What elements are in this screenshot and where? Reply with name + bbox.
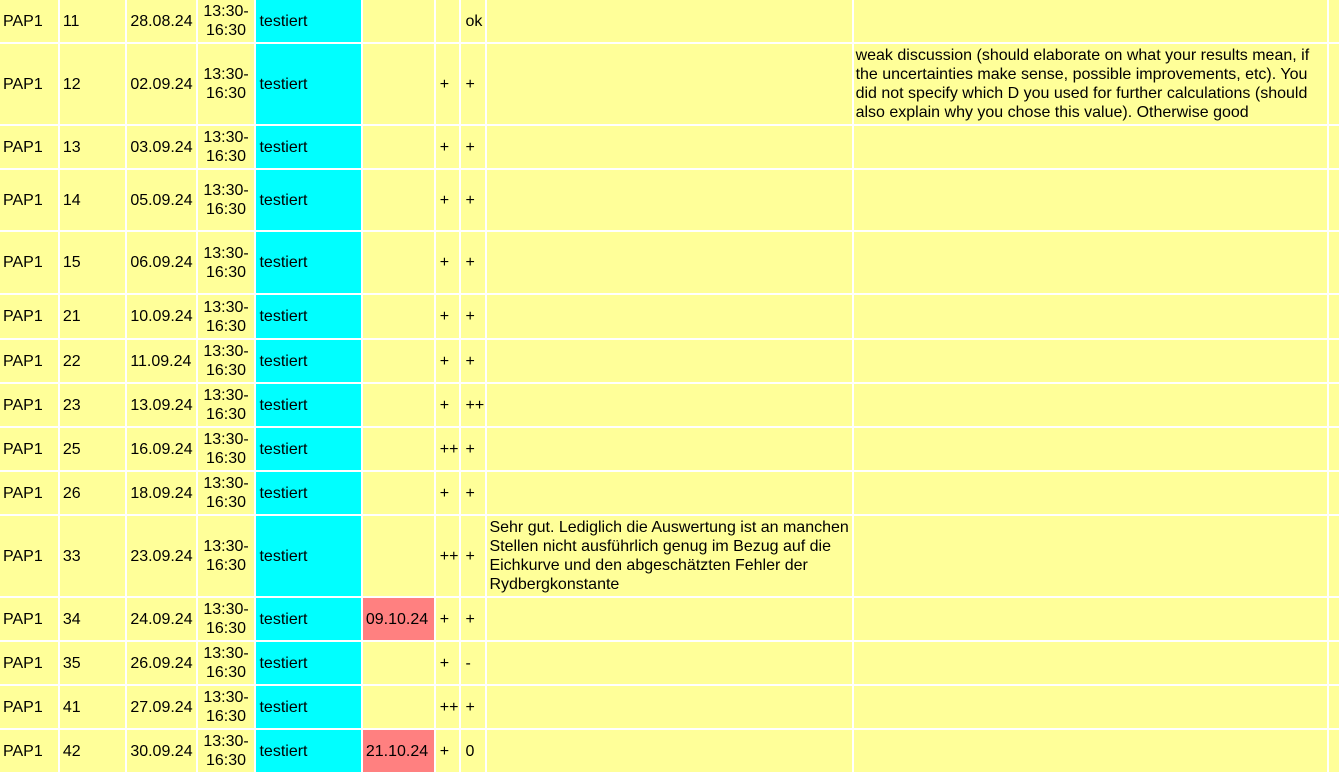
cell-extra <box>1329 472 1339 514</box>
cell-date: 06.09.24 <box>127 232 195 293</box>
cell-comment-1 <box>487 170 851 230</box>
cell-time: 13:30-16:30 <box>198 428 255 470</box>
cell-time: 13:30-16:30 <box>198 730 255 772</box>
cell-experiment: 25 <box>60 428 125 470</box>
cell-experiment: 13 <box>60 126 125 168</box>
cell-return-date <box>363 232 434 293</box>
cell-group: PAP1 <box>0 472 58 514</box>
cell-grade-1: + <box>436 598 460 640</box>
cell-experiment: 12 <box>60 44 125 124</box>
cell-grade-1: + <box>436 340 460 382</box>
cell-return-date <box>363 516 434 596</box>
table-row <box>0 686 1339 728</box>
cell-group: PAP1 <box>0 126 58 168</box>
cell-experiment: 11 <box>60 0 125 42</box>
cell-return-date <box>363 472 434 514</box>
cell-grade-2: + <box>461 295 485 338</box>
cell-extra <box>1329 232 1339 293</box>
cell-grade-2: ok <box>461 0 485 42</box>
cell-experiment: 21 <box>60 295 125 338</box>
cell-extra <box>1329 598 1339 640</box>
cell-date: 18.09.24 <box>127 472 195 514</box>
cell-experiment: 14 <box>60 170 125 230</box>
cell-grade-1: + <box>436 170 460 230</box>
table-row <box>0 340 1339 382</box>
cell-status: testiert <box>256 126 360 168</box>
cell-experiment: 15 <box>60 232 125 293</box>
cell-grade-1 <box>436 0 460 42</box>
cell-comment-1 <box>487 44 851 124</box>
cell-group: PAP1 <box>0 0 58 42</box>
cell-group: PAP1 <box>0 232 58 293</box>
cell-grade-1: ++ <box>436 686 460 728</box>
cell-comment-1 <box>487 340 851 382</box>
table-row <box>0 0 1339 42</box>
cell-comment-2 <box>854 0 1327 42</box>
cell-comment-2 <box>854 340 1327 382</box>
table-row <box>0 516 1339 596</box>
cell-time: 13:30-16:30 <box>198 472 255 514</box>
cell-experiment: 35 <box>60 642 125 684</box>
cell-extra <box>1329 44 1339 124</box>
cell-comment-1 <box>487 686 851 728</box>
cell-group: PAP1 <box>0 730 58 772</box>
cell-comment-2 <box>854 516 1327 596</box>
table-row <box>0 170 1339 230</box>
cell-grade-2: + <box>461 126 485 168</box>
cell-experiment: 33 <box>60 516 125 596</box>
cell-experiment: 23 <box>60 384 125 426</box>
cell-group: PAP1 <box>0 686 58 728</box>
cell-date: 03.09.24 <box>127 126 195 168</box>
cell-date: 23.09.24 <box>127 516 195 596</box>
cell-time: 13:30-16:30 <box>198 598 255 640</box>
cell-grade-1: + <box>436 295 460 338</box>
cell-time: 13:30-16:30 <box>198 44 255 124</box>
cell-group: PAP1 <box>0 598 58 640</box>
cell-grade-2: - <box>461 642 485 684</box>
cell-time: 13:30-16:30 <box>198 232 255 293</box>
cell-return-date <box>363 170 434 230</box>
cell-grade-1: + <box>436 232 460 293</box>
cell-comment-1 <box>487 730 851 772</box>
cell-return-date <box>363 295 434 338</box>
cell-comment-2: weak discussion (should elaborate on what your results mean, if the uncertainties make sense, possible improvements, etc). You did not specify which D you used for further calculations (should also explain why you chose this value). Otherwise good <box>854 44 1327 124</box>
cell-time: 13:30-16:30 <box>198 384 255 426</box>
cell-extra <box>1329 126 1339 168</box>
cell-extra <box>1329 340 1339 382</box>
cell-time: 13:30-16:30 <box>198 295 255 338</box>
cell-grade-1: + <box>436 384 460 426</box>
cell-date: 24.09.24 <box>127 598 195 640</box>
cell-comment-1 <box>487 428 851 470</box>
cell-time: 13:30-16:30 <box>198 642 255 684</box>
cell-comment-1: Sehr gut. Lediglich die Auswertung ist an manchen Stellen nicht ausführlich genug im Bezug auf die Eichkurve und den abgeschätzten Fehler der Rydbergkonstante <box>487 516 851 596</box>
cell-comment-2 <box>854 472 1327 514</box>
cell-grade-1: + <box>436 126 460 168</box>
cell-date: 11.09.24 <box>127 340 195 382</box>
cell-status: testiert <box>256 642 360 684</box>
cell-extra <box>1329 295 1339 338</box>
table-row <box>0 126 1339 168</box>
cell-grade-2: 0 <box>461 730 485 772</box>
cell-grade-2: + <box>461 340 485 382</box>
cell-group: PAP1 <box>0 642 58 684</box>
cell-grade-2: + <box>461 686 485 728</box>
cell-extra <box>1329 384 1339 426</box>
cell-status: testiert <box>256 686 360 728</box>
cell-grade-1: + <box>436 44 460 124</box>
cell-status: testiert <box>256 295 360 338</box>
cell-status: testiert <box>256 384 360 426</box>
cell-group: PAP1 <box>0 170 58 230</box>
cell-date: 26.09.24 <box>127 642 195 684</box>
cell-comment-2 <box>854 686 1327 728</box>
cell-grade-1: + <box>436 642 460 684</box>
cell-date: 28.08.24 <box>127 0 195 42</box>
cell-status: testiert <box>256 472 360 514</box>
cell-time: 13:30-16:30 <box>198 686 255 728</box>
cell-experiment: 42 <box>60 730 125 772</box>
cell-status: testiert <box>256 44 360 124</box>
cell-comment-2 <box>854 730 1327 772</box>
cell-comment-2 <box>854 598 1327 640</box>
table-row <box>0 472 1339 514</box>
table-row <box>0 428 1339 470</box>
cell-time: 13:30-16:30 <box>198 340 255 382</box>
cell-grade-1: ++ <box>436 516 460 596</box>
cell-return-date <box>363 126 434 168</box>
cell-comment-1 <box>487 642 851 684</box>
cell-return-date <box>363 428 434 470</box>
cell-group: PAP1 <box>0 516 58 596</box>
cell-extra <box>1329 686 1339 728</box>
cell-return-date: 09.10.24 <box>363 598 434 640</box>
table-row <box>0 232 1339 293</box>
cell-date: 27.09.24 <box>127 686 195 728</box>
cell-status: testiert <box>256 340 360 382</box>
cell-group: PAP1 <box>0 295 58 338</box>
cell-extra <box>1329 642 1339 684</box>
cell-comment-2 <box>854 232 1327 293</box>
cell-return-date <box>363 384 434 426</box>
cell-return-date <box>363 44 434 124</box>
cell-group: PAP1 <box>0 428 58 470</box>
cell-comment-1 <box>487 472 851 514</box>
cell-comment-1 <box>487 0 851 42</box>
cell-comment-1 <box>487 598 851 640</box>
cell-experiment: 22 <box>60 340 125 382</box>
cell-experiment: 26 <box>60 472 125 514</box>
cell-experiment: 34 <box>60 598 125 640</box>
cell-date: 10.09.24 <box>127 295 195 338</box>
cell-comment-2 <box>854 428 1327 470</box>
cell-date: 30.09.24 <box>127 730 195 772</box>
table-row <box>0 295 1339 338</box>
cell-status: testiert <box>256 598 360 640</box>
cell-extra <box>1329 170 1339 230</box>
cell-date: 02.09.24 <box>127 44 195 124</box>
cell-grade-2: + <box>461 170 485 230</box>
cell-comment-2 <box>854 642 1327 684</box>
cell-date: 16.09.24 <box>127 428 195 470</box>
cell-grade-2: + <box>461 44 485 124</box>
table-row <box>0 730 1339 772</box>
cell-group: PAP1 <box>0 340 58 382</box>
cell-grade-1: ++ <box>436 428 460 470</box>
cell-time: 13:30-16:30 <box>198 126 255 168</box>
cell-status: testiert <box>256 516 360 596</box>
cell-grade-2: + <box>461 598 485 640</box>
cell-extra <box>1329 428 1339 470</box>
cell-return-date <box>363 340 434 382</box>
cell-status: testiert <box>256 170 360 230</box>
cell-grade-2: ++ <box>461 384 485 426</box>
cell-comment-1 <box>487 232 851 293</box>
cell-status: testiert <box>256 428 360 470</box>
cell-grade-2: + <box>461 232 485 293</box>
cell-comment-2 <box>854 384 1327 426</box>
cell-comment-1 <box>487 384 851 426</box>
cell-time: 13:30-16:30 <box>198 170 255 230</box>
table-row <box>0 44 1339 124</box>
cell-return-date <box>363 642 434 684</box>
table-row <box>0 598 1339 640</box>
cell-grade-1: + <box>436 730 460 772</box>
table-row <box>0 384 1339 426</box>
table-row <box>0 642 1339 684</box>
cell-comment-2 <box>854 295 1327 338</box>
cell-extra <box>1329 0 1339 42</box>
cell-extra <box>1329 730 1339 772</box>
cell-status: testiert <box>256 0 360 42</box>
cell-comment-2 <box>854 126 1327 168</box>
cell-status: testiert <box>256 232 360 293</box>
cell-time: 13:30-16:30 <box>198 0 255 42</box>
cell-date: 13.09.24 <box>127 384 195 426</box>
cell-return-date <box>363 0 434 42</box>
cell-group: PAP1 <box>0 384 58 426</box>
cell-grade-2: + <box>461 516 485 596</box>
cell-return-date <box>363 686 434 728</box>
cell-extra <box>1329 516 1339 596</box>
cell-group: PAP1 <box>0 44 58 124</box>
cell-status: testiert <box>256 730 360 772</box>
cell-return-date: 21.10.24 <box>363 730 434 772</box>
cell-comment-1 <box>487 126 851 168</box>
cell-grade-2: + <box>461 472 485 514</box>
cell-comment-2 <box>854 170 1327 230</box>
cell-time: 13:30-16:30 <box>198 516 255 596</box>
cell-comment-1 <box>487 295 851 338</box>
cell-grade-2: + <box>461 428 485 470</box>
cell-experiment: 41 <box>60 686 125 728</box>
cell-grade-1: + <box>436 472 460 514</box>
cell-date: 05.09.24 <box>127 170 195 230</box>
